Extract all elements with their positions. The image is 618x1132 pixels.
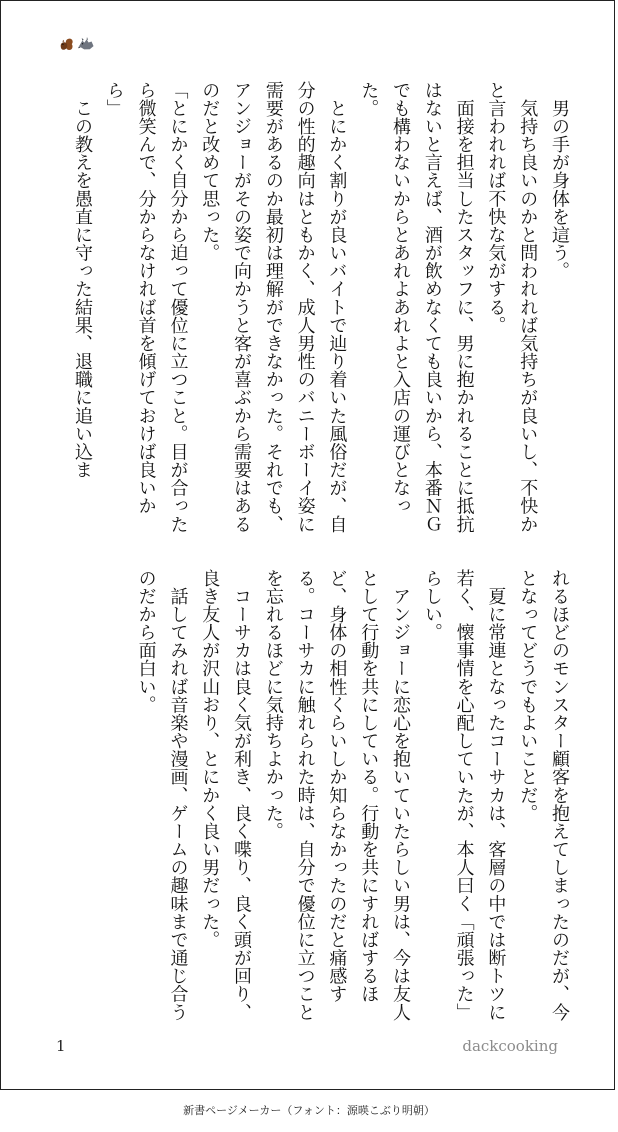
paragraph: れるほどのモンスター顧客を抱えてしまったのだが、今となってどうでもよいことだ。 [517, 569, 570, 1021]
author-name: dackcooking [462, 1037, 558, 1055]
paragraph: 気持ち良いのかと問われれば気持ちが良いし、不快かと言われれば不快な気がする。 [485, 81, 539, 533]
paragraph: コーサカは良く気が利き、良く喋り、良く頭が回り、良き友人が沢山おり、とにかく良い男だった。 [199, 569, 253, 1021]
header-emoji-icons [58, 34, 95, 54]
vertical-text-block-top [49, 81, 575, 541]
vertical-text-block-bottom [49, 569, 575, 1029]
paragraph: 「とにかく自分から迫って優位に立つこと。目が合ったら微笑んで、分からなければ首を傾げておけば良いから」 [103, 81, 189, 533]
paragraph: 男の手が身体を這う。 [549, 81, 570, 280]
generator-credit: 新書ページメーカー（フォント：源暎こぶり明朝） [183, 1104, 435, 1117]
paragraph: 夏に常連となったコーサカは、客層の中では断トツに若く、懐事情を心配していたが、本人曰く「頑張った」らしい。 [421, 569, 507, 1021]
page-number: 1 [56, 1037, 66, 1055]
paragraph: アンジョーに恋心を抱いていたらしい男は、今は友人として行動を共にしている。行動を共にすればするほど、身体の相性くらいしか知らなかったのだと痛感する。コーサカに触れられた時は、自分で優位に立つことを忘れるほどに気持ちよかった。 [262, 569, 412, 1021]
squirrel-icon [58, 36, 75, 53]
paragraph: 面接を担当したスタッフに、男に抱かれることに抵抗はないと言えば、酒が飲めなくても良いから、本番ＮＧでも構わないからとあれよあれよと入店の運びとなった。 [358, 81, 475, 533]
paragraph: とにかく割りが良いバイトで辿り着いた風俗だが、自分の性的趣向はともかく、成人男性のバニーボーイ姿に需要があるのか最初は理解ができなかった。それでも、アンジョーがその姿で向かうと客が喜ぶから需要はあるのだと改めて思った。 [199, 81, 348, 533]
paragraph: 話してみれば音楽や漫画、ゲームの趣味まで通じ合うのだから面白い。 [135, 569, 189, 1021]
wolf-icon [77, 36, 95, 53]
paragraph: この教えを愚直に守った結果、退職に追い込ま [72, 81, 94, 479]
